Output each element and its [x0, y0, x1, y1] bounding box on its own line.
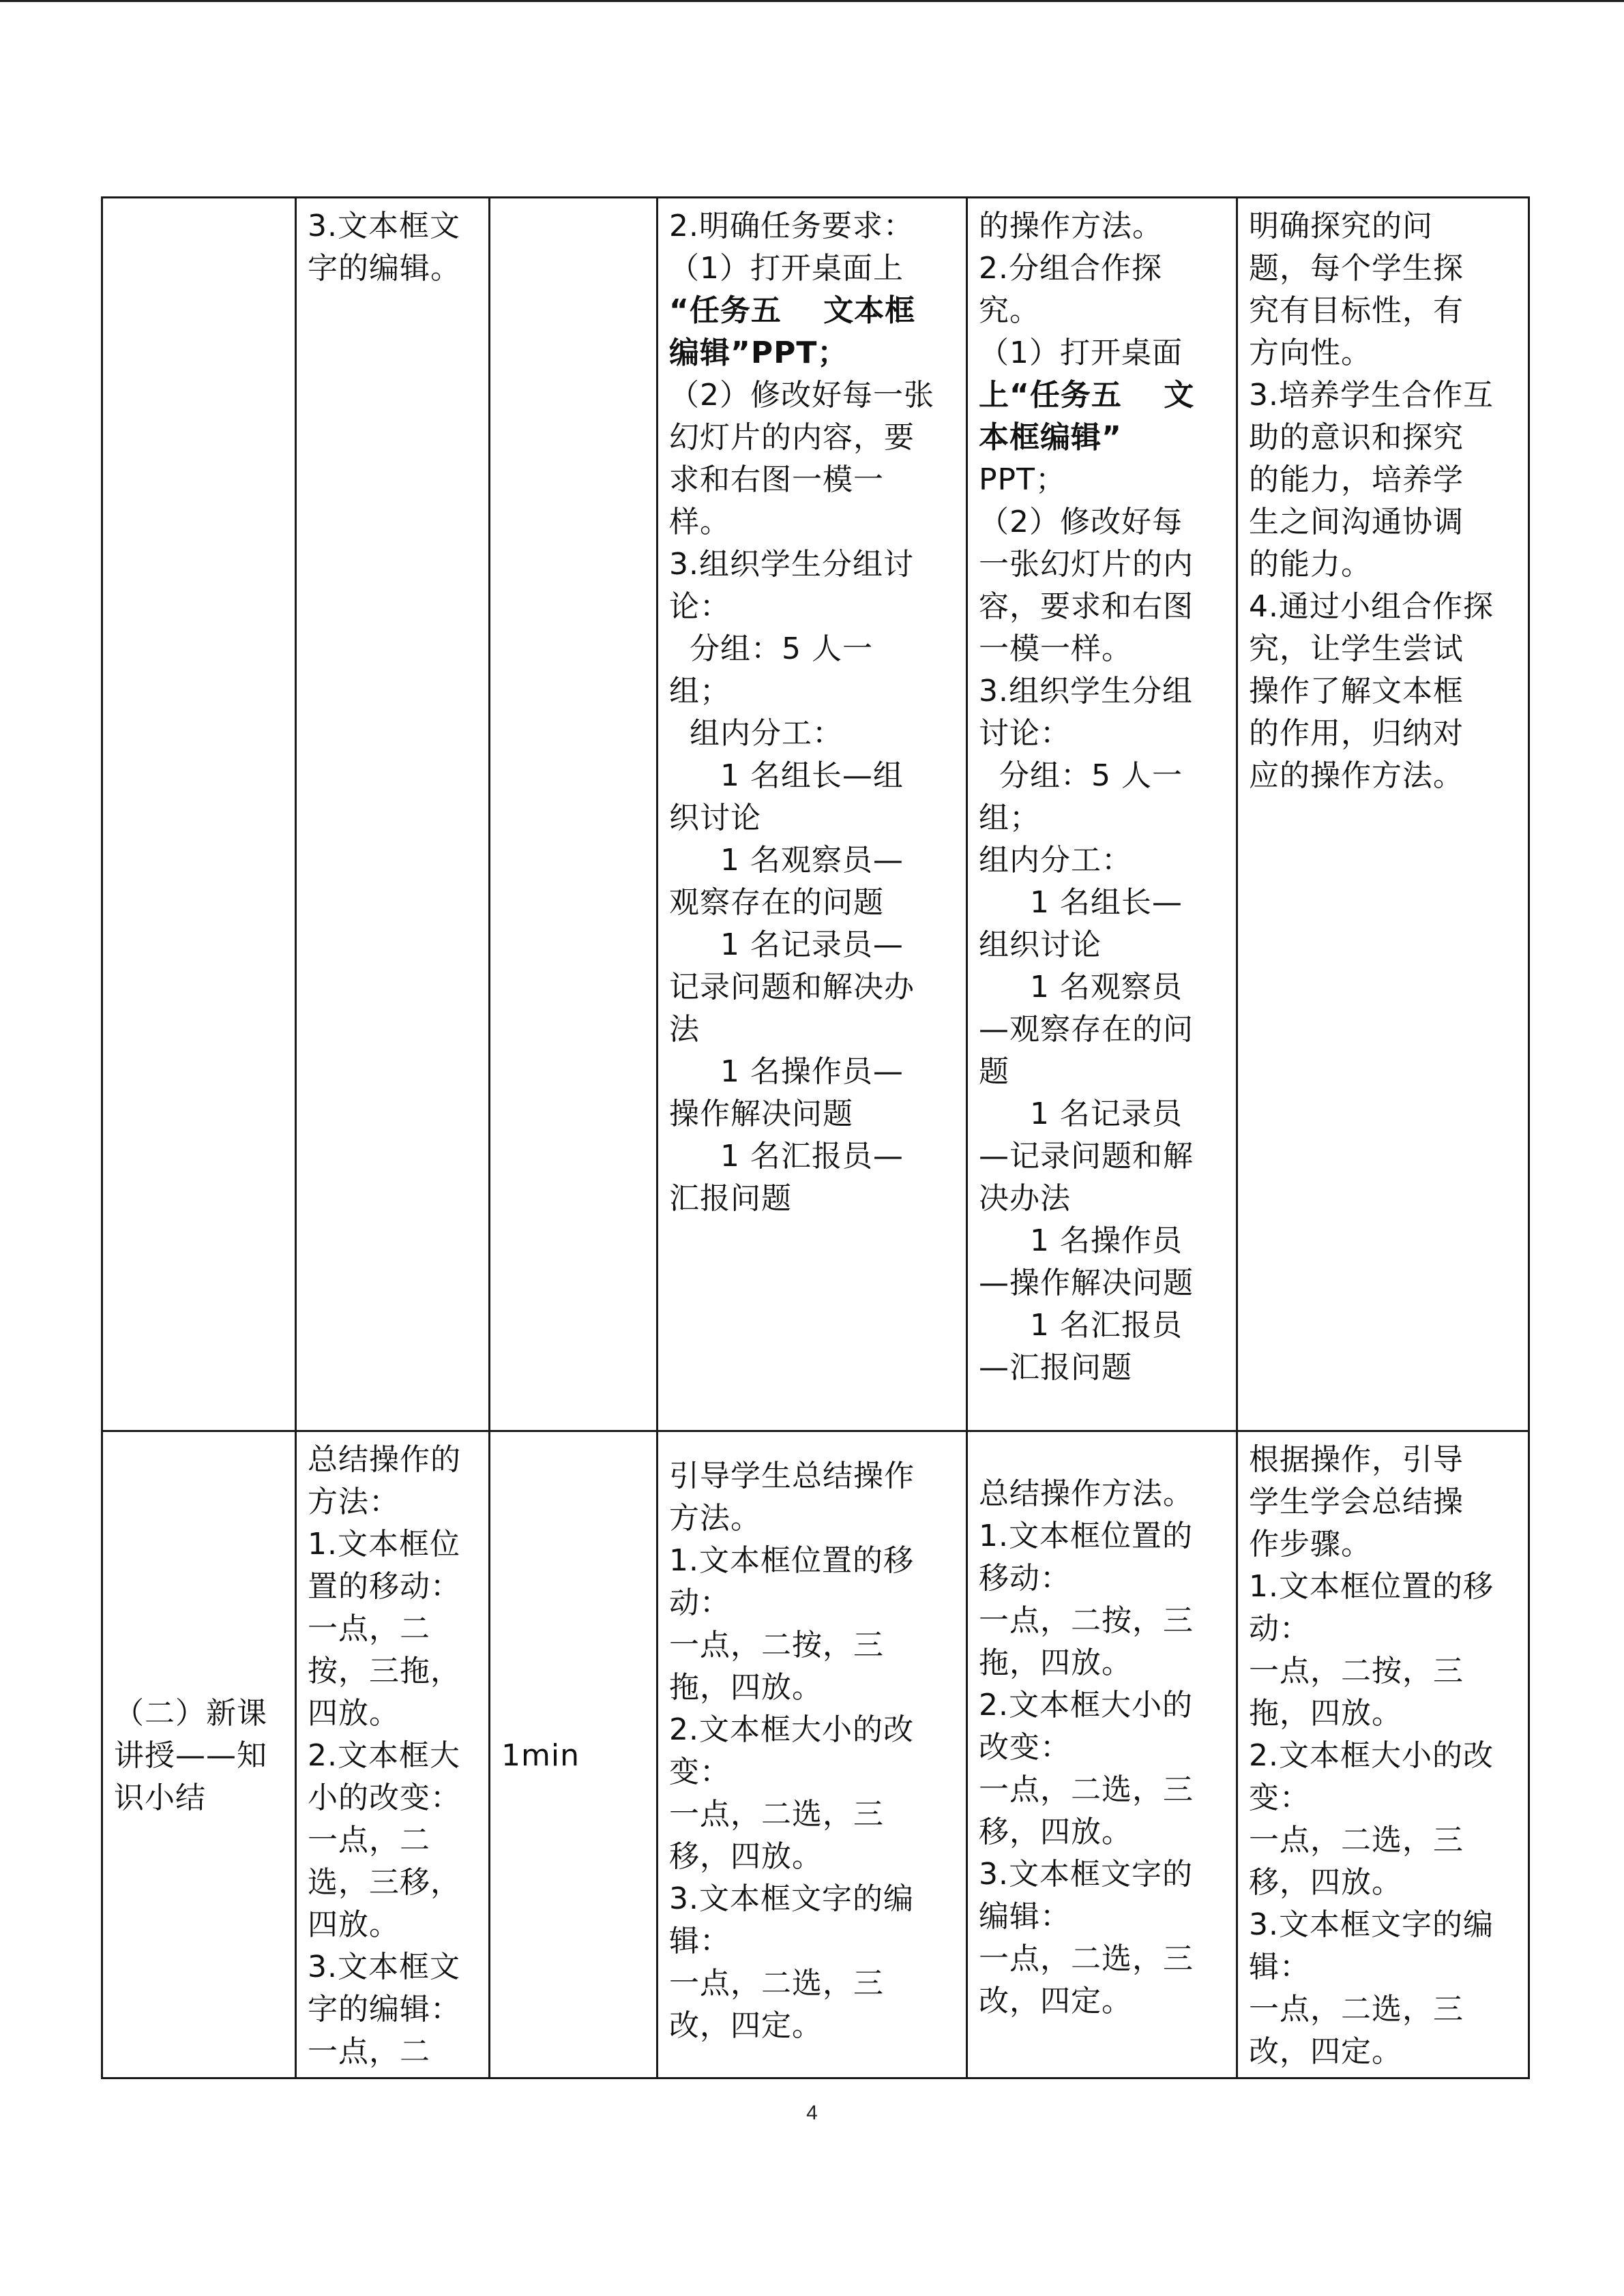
teacher-line: 幻灯片的内容，要 — [669, 420, 915, 455]
teacher-activity-cell — [658, 1431, 967, 2078]
student-line: 本框编辑” — [979, 420, 1122, 455]
intent-line: 生之间沟通协调 — [1249, 505, 1464, 539]
teacher-line: 动： — [669, 1585, 730, 1620]
student-line: 编辑： — [979, 1899, 1071, 1934]
student-activity-cell — [967, 1431, 1237, 2078]
student-line: 2.文本框大小的 — [979, 1688, 1193, 1723]
content-line: 方法： — [308, 1485, 400, 1519]
student-line: 一张幻灯片的内 — [979, 547, 1194, 582]
student-line: 拖，四放。 — [979, 1645, 1132, 1680]
table-row — [102, 1431, 1529, 2078]
content-line: 按，三拖， — [308, 1654, 461, 1688]
page-top-border — [0, 0, 1624, 2]
teacher-line: 移，四放。 — [669, 1839, 823, 1874]
content-line: 一点，二 — [308, 1823, 430, 1858]
student-activity-cell — [967, 198, 1237, 1431]
content-line: 选，三移， — [308, 1865, 461, 1900]
teacher-line: 分组：5 人一 — [669, 631, 873, 666]
table-row — [102, 198, 1529, 1431]
teacher-line: 2.文本框大小的改 — [669, 1712, 914, 1747]
teacher-line: 记录问题和解决办 — [669, 970, 915, 1004]
teacher-line: 改，四定。 — [669, 2008, 823, 2043]
teacher-line: 一点，二选，三 — [669, 1797, 884, 1832]
teacher-line: 观察存在的问题 — [669, 885, 884, 920]
teacher-line: 1 名组长—组 — [669, 758, 904, 793]
student-line: 1 名汇报员 — [979, 1308, 1183, 1343]
content-line: 3.文本框文 — [308, 209, 460, 243]
teacher-line: 3.组织学生分组讨 — [669, 547, 914, 582]
teacher-line: （2）修改好每一张 — [669, 378, 934, 413]
stage-line: （二）新课 — [114, 1696, 267, 1731]
teacher-line: 1 名汇报员— — [669, 1139, 904, 1174]
content-line: 1.文本框位 — [308, 1527, 460, 1562]
student-line: 改变： — [979, 1730, 1071, 1765]
teacher-line: 一点，二按，三 — [669, 1628, 884, 1663]
intent-line: 3.文本框文字的编 — [1249, 1907, 1494, 1942]
teacher-line: 操作解决问题 — [669, 1097, 853, 1131]
intent-line: 的作用，归纳对 — [1249, 716, 1464, 751]
student-line: —观察存在的问 — [979, 1012, 1194, 1047]
intent-line: 4.通过小组合作探 — [1249, 589, 1494, 624]
intent-line: 一点，二选，三 — [1249, 1992, 1464, 2027]
student-line: 究。 — [979, 293, 1040, 328]
student-line: 3.组织学生分组 — [979, 674, 1193, 709]
stage-line: 讲授——知 — [114, 1738, 267, 1773]
student-line: 移动： — [979, 1561, 1071, 1596]
teacher-line: 1 名观察员— — [669, 843, 904, 878]
student-line: 2.分组合作探 — [979, 251, 1162, 286]
student-line: 讨论： — [979, 716, 1071, 751]
student-line: 分组：5 人一 — [979, 758, 1183, 793]
teacher-activity-cell — [658, 198, 967, 1431]
content-line: 四放。 — [308, 1696, 400, 1731]
student-line: 1 名操作员 — [979, 1223, 1183, 1258]
teacher-line: 汇报问题 — [669, 1181, 792, 1216]
time-cell — [490, 198, 658, 1431]
intent-line: 助的意识和探究 — [1249, 420, 1464, 455]
intent-line: 方向性。 — [1249, 336, 1372, 370]
content-line: 字的编辑。 — [308, 251, 461, 286]
intent-line: 应的操作方法。 — [1249, 758, 1464, 793]
stage-cell — [102, 1431, 296, 2078]
teacher-line: （1）打开桌面上 — [669, 251, 904, 286]
student-line: 的操作方法。 — [979, 209, 1163, 243]
intent-line: 拖，四放。 — [1249, 1696, 1402, 1731]
student-line: —记录问题和解 — [979, 1139, 1194, 1174]
intent-line: 究有目标性，有 — [1249, 293, 1464, 328]
student-line: 一点，二按，三 — [979, 1603, 1194, 1638]
teacher-line: 1.文本框位置的移 — [669, 1543, 914, 1578]
intent-line: 动： — [1249, 1611, 1310, 1646]
intent-line: 操作了解文本框 — [1249, 674, 1464, 709]
intent-line: 的能力。 — [1249, 547, 1372, 582]
intent-line: 3.培养学生合作互 — [1249, 378, 1494, 413]
intent-line: 一点，二按，三 — [1249, 1654, 1464, 1688]
student-line: PPT； — [979, 462, 1066, 497]
stage-line: 识小结 — [114, 1780, 206, 1815]
teacher-line: 拖，四放。 — [669, 1670, 823, 1705]
student-line: —汇报问题 — [979, 1350, 1132, 1385]
student-line: 决办法 — [979, 1181, 1071, 1216]
intent-line: 1.文本框位置的移 — [1249, 1569, 1494, 1604]
teacher-line: 1 名操作员— — [669, 1054, 904, 1089]
student-line: 改，四定。 — [979, 1984, 1132, 2018]
teacher-line: 3.文本框文字的编 — [669, 1881, 914, 1916]
student-line: 一模一样。 — [979, 631, 1132, 666]
intent-line: 2.文本框大小的改 — [1249, 1738, 1494, 1773]
student-line: 组； — [979, 801, 1040, 835]
teacher-line: 方法。 — [669, 1501, 761, 1536]
intent-line: 题，每个学生探 — [1249, 251, 1464, 286]
student-line: 一点，二选，三 — [979, 1941, 1194, 1976]
teacher-line: 组内分工： — [669, 716, 843, 751]
student-line: —操作解决问题 — [979, 1266, 1194, 1300]
student-line: 容，要求和右图 — [979, 589, 1194, 624]
teacher-line: 变： — [669, 1755, 730, 1789]
student-line: 题 — [979, 1054, 1009, 1089]
intent-line: 移，四放。 — [1249, 1865, 1402, 1900]
student-line: 组内分工： — [979, 843, 1132, 878]
intent-line: 变： — [1249, 1780, 1310, 1815]
student-line: 移，四放。 — [979, 1815, 1132, 1849]
teacher-line: 一点，二选，三 — [669, 1966, 884, 2001]
content-line: 字的编辑： — [308, 1992, 461, 2027]
teacher-line: 法 — [669, 1012, 700, 1047]
content-cell — [296, 198, 490, 1431]
intent-line: 辑： — [1249, 1950, 1310, 1984]
intent-line: 学生学会总结操 — [1249, 1485, 1464, 1519]
intent-line: 明确探究的问 — [1249, 209, 1433, 243]
student-line: 上“任务五 文 — [979, 378, 1195, 413]
student-line: （1）打开桌面 — [979, 336, 1183, 370]
page-number: 4 — [806, 2102, 818, 2124]
student-line: 组织讨论 — [979, 927, 1102, 962]
student-line: 3.文本框文字的 — [979, 1857, 1193, 1892]
intent-line: 一点，二选，三 — [1249, 1823, 1464, 1858]
content-line: 置的移动： — [308, 1569, 461, 1604]
content-cell — [296, 1431, 490, 2078]
design-intent-cell — [1237, 1431, 1529, 2078]
content-line: 一点，二 — [308, 2034, 430, 2069]
teacher-line: 织讨论 — [669, 801, 761, 835]
content-line: 一点，二 — [308, 1611, 430, 1646]
teacher-line: 辑： — [669, 1924, 730, 1958]
student-line: 一点，二选，三 — [979, 1772, 1194, 1807]
time-cell: 1min — [490, 1431, 658, 2078]
lesson-plan-table — [101, 196, 1530, 2079]
stage-cell — [102, 198, 296, 1431]
teacher-line: 2.明确任务要求： — [669, 209, 914, 243]
teacher-line: 组； — [669, 674, 730, 709]
content-line: 四放。 — [308, 1907, 400, 1942]
teacher-line: 求和右图一模一 — [669, 462, 884, 497]
teacher-line: 1 名记录员— — [669, 927, 904, 962]
design-intent-cell — [1237, 198, 1529, 1431]
teacher-line: 引导学生总结操作 — [669, 1459, 915, 1493]
student-line: 1 名观察员 — [979, 970, 1183, 1004]
content-line: 总结操作的 — [308, 1442, 461, 1477]
intent-line: 作步骤。 — [1249, 1527, 1372, 1562]
student-line: 1 名组长— — [979, 885, 1183, 920]
content-line: 2.文本框大 — [308, 1738, 460, 1773]
student-line: （2）修改好每 — [979, 505, 1183, 539]
content-line: 3.文本框文 — [308, 1950, 460, 1984]
intent-line: 究，让学生尝试 — [1249, 631, 1464, 666]
intent-line: 的能力，培养学 — [1249, 462, 1464, 497]
content-line: 小的改变： — [308, 1780, 461, 1815]
teacher-line: “任务五 文本框 — [669, 293, 916, 328]
teacher-line: 编辑”PPT； — [669, 336, 848, 370]
teacher-line: 论： — [669, 589, 730, 624]
intent-line: 改，四定。 — [1249, 2034, 1402, 2069]
teacher-line: 样。 — [669, 505, 730, 539]
student-line: 1 名记录员 — [979, 1097, 1183, 1131]
student-line: 1.文本框位置的 — [979, 1519, 1193, 1553]
student-line: 总结操作方法。 — [979, 1476, 1194, 1511]
intent-line: 根据操作，引导 — [1249, 1442, 1464, 1477]
